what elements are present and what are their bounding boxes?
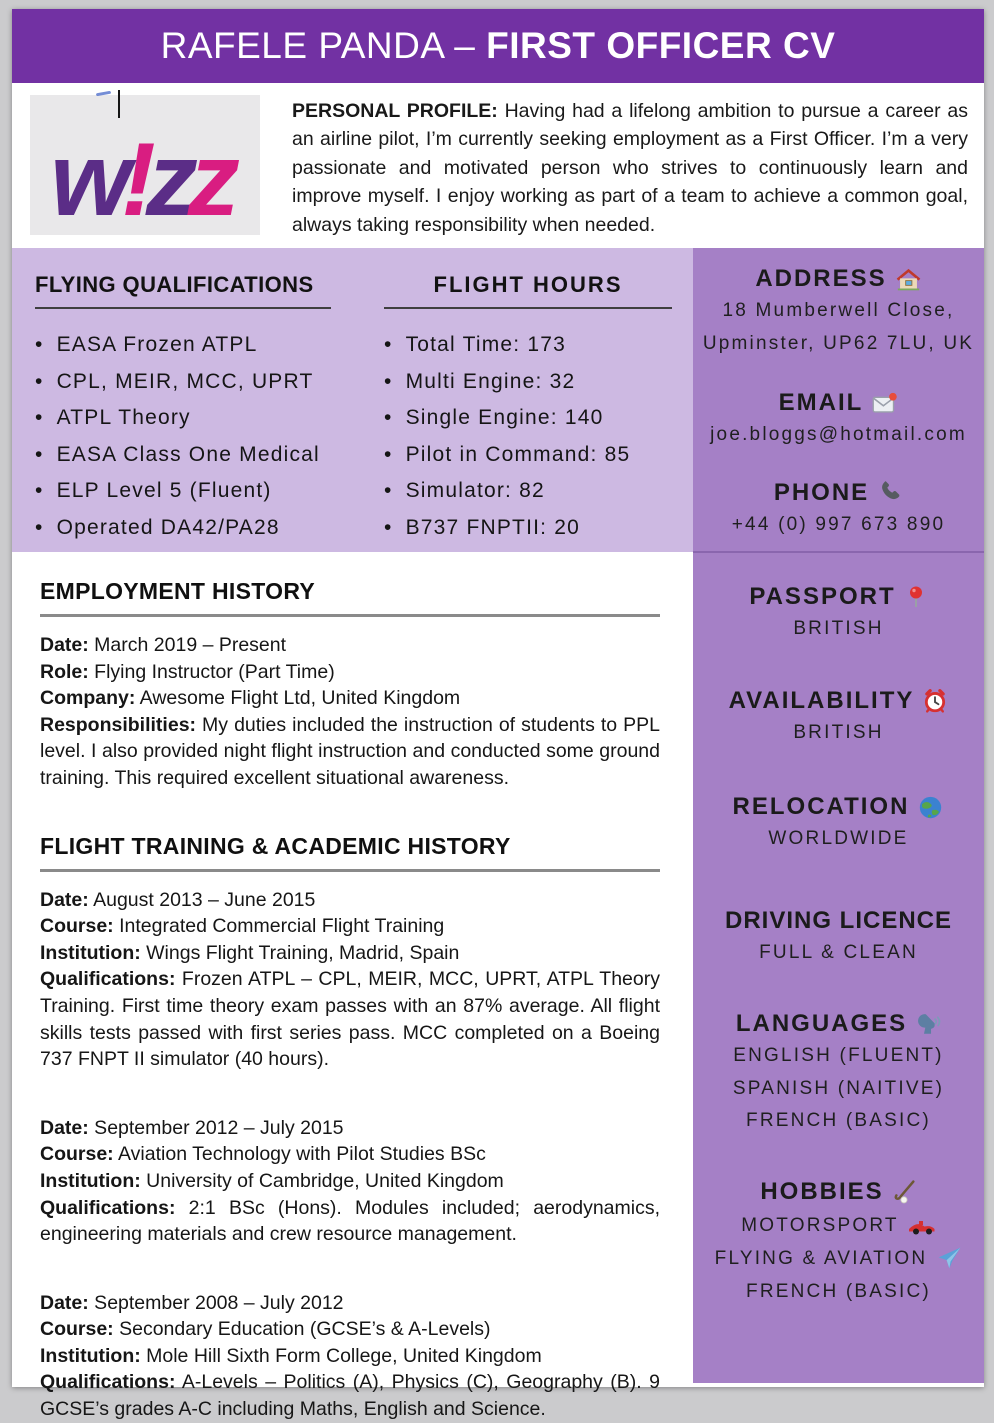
language-item: ENGLISH (FLUENT) xyxy=(733,1045,944,1066)
phone-value: +44 (0) 997 673 890 xyxy=(731,514,946,535)
list-item: • Pilot in Command: 85 xyxy=(384,437,672,474)
envelope-icon xyxy=(871,390,898,417)
email-title: EMAIL xyxy=(778,389,864,416)
passport-title: PASSPORT xyxy=(749,583,896,610)
flight-hours-list xyxy=(384,327,672,546)
training-entry xyxy=(40,1290,660,1423)
hobby-item: MOTORSPORT xyxy=(693,1215,984,1237)
entry-paragraph: Qualifications: Frozen ATPL – CPL, MEIR, MCC, UPRT, ATPL Theory Training. First time theory exam passes with an 87% average. All flight skills tests passed with first series pass. MCC completed on a Boeing 737 FNPT II simulator (40 hours). xyxy=(40,968,660,1071)
passport-section xyxy=(693,583,984,640)
list-item: • Total Time: 173 xyxy=(384,327,672,364)
entry-line: Institution: University of Cambridge, United Kingdom xyxy=(40,1169,504,1192)
list-item: • B737 FNPTII: 20 xyxy=(384,510,672,547)
relocation-title: RELOCATION xyxy=(732,793,910,820)
entry-line: Course: Aviation Technology with Pilot Studies BSc xyxy=(40,1143,486,1166)
entry-line: Institution: Mole Hill Sixth Form College, United Kingdom xyxy=(40,1344,542,1367)
address-line: 18 Mumberwell Close, xyxy=(722,300,955,321)
round-pushpin-icon xyxy=(904,585,928,609)
hobby-item: FRENCH (BASIC) xyxy=(746,1280,931,1302)
telephone-receiver-icon xyxy=(877,480,903,506)
flight-hours-title: FLIGHT HOURS xyxy=(384,272,672,309)
driving-licence-title: DRIVING LICENCE xyxy=(724,907,952,934)
relocation-section xyxy=(693,793,984,850)
list-item: • Multi Engine: 32 xyxy=(384,364,672,401)
entry-lines xyxy=(40,1290,660,1370)
section-rule xyxy=(40,614,660,617)
training-entry xyxy=(40,1115,660,1248)
text-cursor xyxy=(118,90,120,118)
main-column xyxy=(12,552,693,1421)
entry-line: Course: Secondary Education (GCSE’s & A-Levels) xyxy=(40,1318,491,1341)
list-item: • Single Engine: 140 xyxy=(384,400,672,437)
entry-line: Date: September 2008 – July 2012 xyxy=(40,1291,344,1314)
entry-lines xyxy=(40,632,660,712)
employment-entry xyxy=(40,632,660,792)
hobby-item: FLYING & AVIATION xyxy=(693,1246,984,1272)
list-item: • EASA Frozen ATPL xyxy=(35,327,331,364)
flight-hours-section xyxy=(384,272,672,546)
employment-history-title: EMPLOYMENT HISTORY xyxy=(40,578,316,604)
phone-title: PHONE xyxy=(773,479,870,506)
address-section xyxy=(693,248,984,358)
languages-list xyxy=(693,1042,984,1136)
email-section xyxy=(693,389,984,446)
availability-value: BRITISH xyxy=(793,722,884,743)
alarm-clock-icon xyxy=(922,688,948,714)
entry-line: Institution: Wings Flight Training, Madrid, Spain xyxy=(40,941,460,964)
globe-icon xyxy=(917,794,944,821)
entry-paragraph: Qualifications: 2:1 BSc (Hons). Modules included; aerodynamics, engineering materials and crew resource management. xyxy=(40,1196,660,1246)
entry-lines xyxy=(40,887,660,967)
personal-profile-text: Having had a lifelong ambition to pursue a career as an airline pilot, I’m currently seeking employment as a First Officer. I’m a very passionate and motivated person who strives to continuously learn and improve myself. I enjoy working as part of a team to achieve a common goal, always taking responsibility when needed. xyxy=(292,100,968,236)
personal-profile xyxy=(292,97,968,239)
flight-training-title: FLIGHT TRAINING & ACADEMIC HISTORY xyxy=(40,832,511,859)
list-item: • Simulator: 82 xyxy=(384,473,672,510)
section-rule xyxy=(40,869,660,872)
address-title: ADDRESS xyxy=(755,265,887,292)
candidate-role: FIRST OFFICER CV xyxy=(486,25,836,66)
email-value: joe.bloggs@hotmail.com xyxy=(710,424,967,445)
sidebar xyxy=(693,248,984,1383)
flying-qualifications-list xyxy=(35,327,331,546)
entry-lines xyxy=(40,1115,660,1195)
airplane-icon xyxy=(936,1246,962,1272)
entry-paragraph: Responsibilities: My duties included the instruction of students to PPL level. I also provided night flight instruction and conducted some ground training. This required excellent situational awareness. xyxy=(40,713,660,789)
wizz-logo-text: w!zz xyxy=(50,122,230,235)
languages-title: LANGUAGES xyxy=(735,1010,908,1037)
sidebar-divider xyxy=(693,551,984,553)
entry-paragraph: Qualifications: A-Levels – Politics (A), Physics (C), Geography (B). 9 GCSE’s grades A-C including Maths, English and Science. xyxy=(40,1371,660,1421)
list-item: • Operated DA42/PA28 xyxy=(35,510,331,547)
entry-line: Course: Integrated Commercial Flight Training xyxy=(40,915,445,938)
driving-licence-value: FULL & CLEAN xyxy=(759,942,918,963)
passport-value: BRITISH xyxy=(793,618,884,639)
personal-profile-label: PERSONAL PROFILE: xyxy=(292,100,498,122)
language-item: SPANISH (NAITIVE) xyxy=(732,1077,945,1099)
page-title xyxy=(161,25,836,67)
house-icon xyxy=(895,266,922,293)
list-item: • EASA Class One Medical xyxy=(35,437,331,474)
entry-line: Date: September 2012 – July 2015 xyxy=(40,1116,344,1139)
flying-qualifications-section xyxy=(35,272,331,546)
header xyxy=(12,9,984,83)
list-item: • ELP Level 5 (Fluent) xyxy=(35,473,331,510)
candidate-name: RAFELE PANDA – xyxy=(160,25,487,66)
list-item: • ATPL Theory xyxy=(35,400,331,437)
entry-line: Company: Awesome Flight Ltd, United Kingdom xyxy=(40,687,461,710)
wizz-logo xyxy=(30,95,260,235)
training-entry xyxy=(40,887,660,1073)
languages-section xyxy=(693,1010,984,1136)
address-lines xyxy=(693,297,984,358)
language-item: FRENCH (BASIC) xyxy=(746,1110,931,1131)
field-hockey-icon xyxy=(892,1179,917,1204)
driving-licence-section xyxy=(693,907,984,964)
speaking-head-icon xyxy=(915,1011,941,1037)
flying-qualifications-title: FLYING QUALIFICATIONS xyxy=(35,272,331,309)
qualifications-panel xyxy=(12,248,693,552)
address-line: Upminster, UP62 7LU, UK xyxy=(702,332,975,354)
racing-car-icon xyxy=(908,1215,936,1237)
entry-line: Role: Flying Instructor (Part Time) xyxy=(40,660,335,683)
entry-line: Date: August 2013 – June 2015 xyxy=(40,888,316,911)
availability-title: AVAILABILITY xyxy=(728,687,915,714)
phone-section xyxy=(693,479,984,536)
list-item: • CPL, MEIR, MCC, UPRT xyxy=(35,364,331,401)
relocation-value: WORLDWIDE xyxy=(768,828,909,849)
availability-section xyxy=(693,687,984,744)
entry-line: Date: March 2019 – Present xyxy=(40,634,287,656)
hobbies-section xyxy=(693,1178,984,1303)
hobbies-title: HOBBIES xyxy=(760,1177,884,1205)
